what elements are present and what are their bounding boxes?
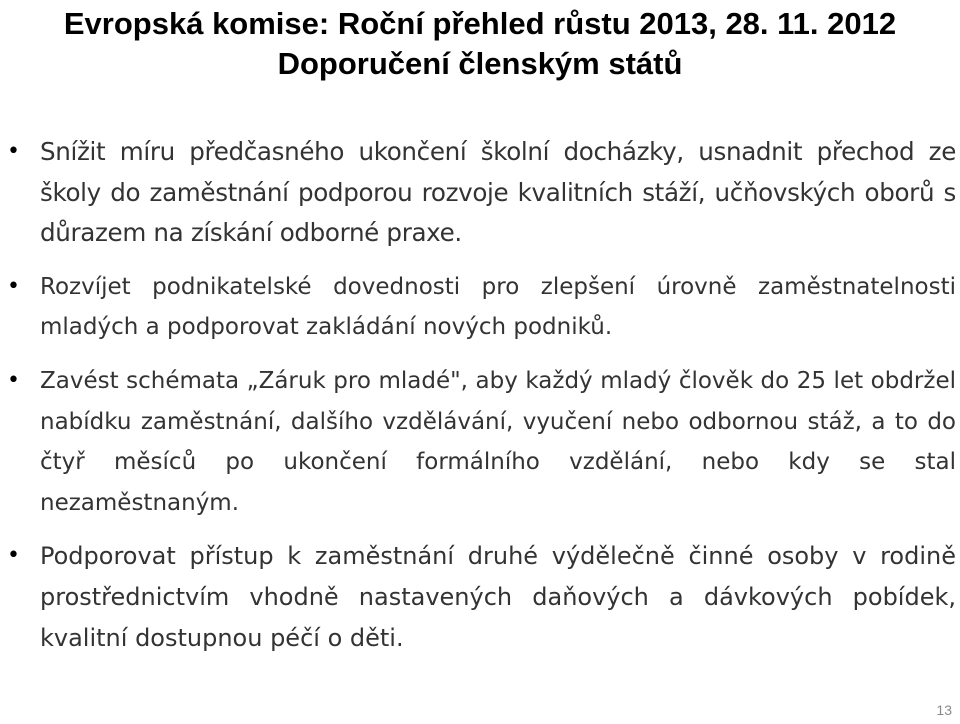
bullet-item	[0, 361, 960, 523]
bullet-text: Rozvíjet podnikatelské dovednosti pro zlepšení úrovně zaměstnatelnosti mladých a podporovat zakládání nových podniků.	[40, 273, 956, 341]
bullet-list	[0, 132, 960, 671]
bullet-icon: •	[7, 367, 20, 393]
bullet-icon: •	[7, 543, 20, 569]
bullet-text: Zavést schémata „Záruk pro mladé", aby každý mladý člověk do 25 let obdržel nabídku zaměstnání, dalšího vzdělávání, vyučení nebo odbornou stáž, a to do čtyř měsíců po ukončení formálního vzdělání, nebo kdy se stal nezaměstnaným.	[40, 367, 956, 516]
title-line-1: Evropská komise: Roční přehled růstu 2013, 28. 11. 2012	[63, 6, 897, 41]
slide-title	[20, 4, 940, 84]
title-line-2: Doporučení členským států	[277, 46, 683, 81]
page-number: 13	[936, 702, 952, 718]
bullet-item	[0, 267, 960, 348]
bullet-item	[0, 132, 960, 254]
bullet-text: Snížit míru předčasného ukončení školní docházky, usnadnit přechod ze školy do zaměstnání podporou rozvoje kvalitních stáží, učňovských oborů s důrazem na získání odborné praxe.	[40, 137, 956, 248]
bullet-icon: •	[7, 273, 20, 299]
bullet-item	[0, 536, 960, 658]
bullet-text: Podporovat přístup k zaměstnání druhé výdělečně činné osoby v rodině prostřednictvím vhodně nastavených daňových a dávkových pobídek, kvalitní dostupnou péčí o děti.	[40, 542, 956, 652]
bullet-icon: •	[7, 139, 20, 164]
